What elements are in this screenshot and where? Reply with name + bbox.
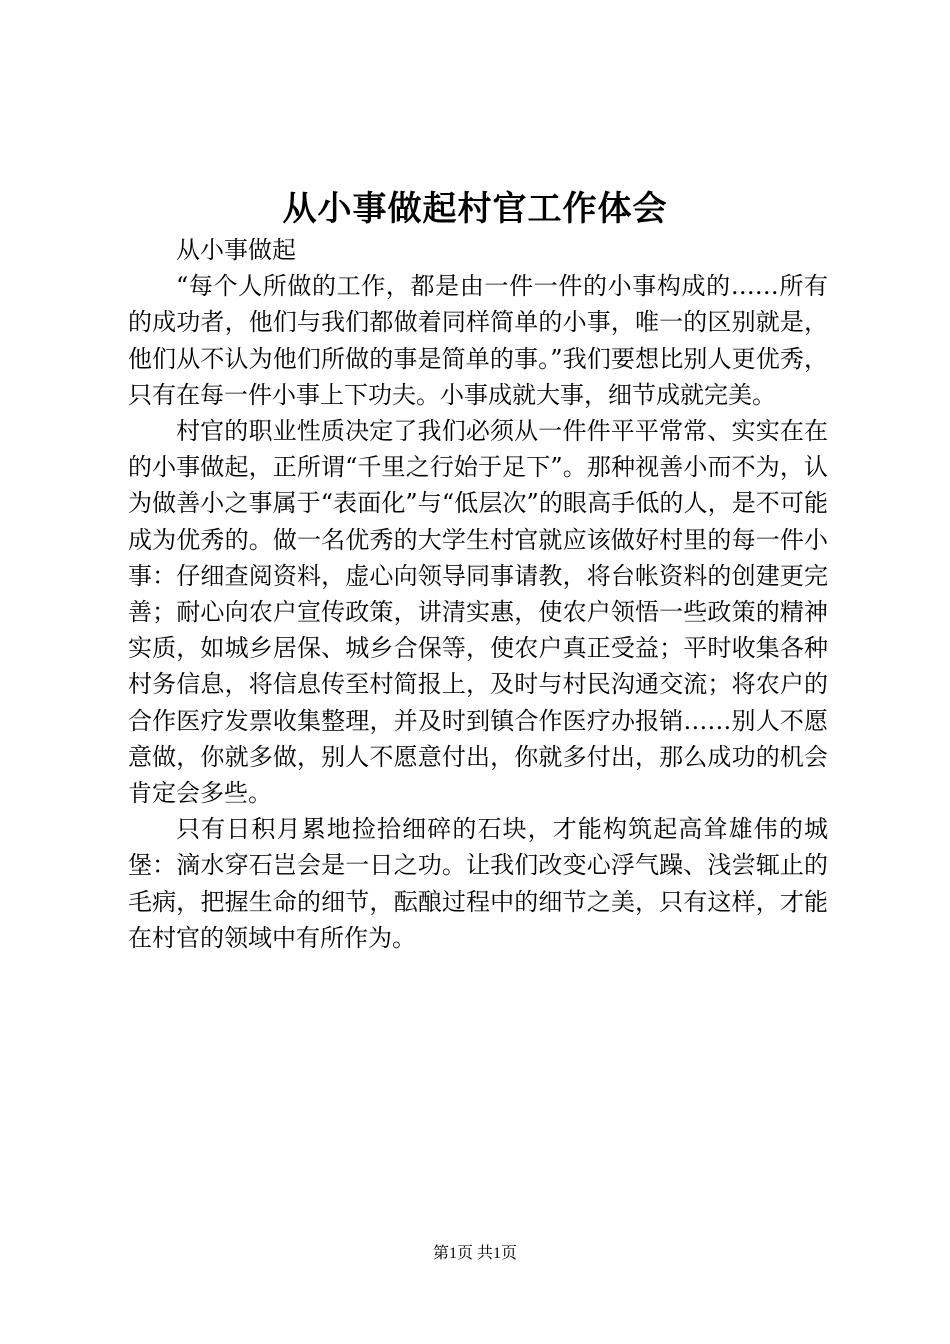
paragraph: “每个人所做的工作，都是由一件一件的小事构成的……所有的成功者，他们与我们都做着同样简单的小事，唯一的区别就是，他们从不认为他们所做的事是简单的事。”我们要想比别人更优秀，只有在每一件小事上下功夫。小事成就大事，细节成就完美。 bbox=[128, 272, 828, 409]
document-body bbox=[128, 232, 828, 956]
paragraph-heading: 从小事做起 bbox=[176, 236, 296, 264]
paragraph: 只有日积月累地捡拾细碎的石块，才能构筑起高耸雄伟的城堡：滴水穿石岂会是一日之功。让我们改变心浮气躁、浅尝辄止的毛病，把握生命的细节，酝酿过程中的细节之美，只有这样，才能在村官的领域中有所作为。 bbox=[128, 815, 828, 952]
page-number-footer: 第1页 共1页 bbox=[432, 1245, 517, 1262]
document-title: 从小事做起村官工作体会 bbox=[282, 189, 668, 229]
paragraph: 村官的职业性质决定了我们必须从一件件平平常常、实实在在的小事做起，正所谓“千里之行始于足下”。那种视善小而不为，认为做善小之事属于“表面化”与“低层次”的眼高手低的人，是不可能成为优秀的。做一名优秀的大学生村官就应该做好村里的每一件小事：仔细查阅资料，虚心向领导同事请教，将台帐资料的创建更完善；耐心向农户宣传政策，讲清实惠，使农户领悟一些政策的精神实质，如城乡居保、城乡合保等，使农户真正受益；平时收集各种村务信息，将信息传至村简报上，及时与村民沟通交流；将农户的合作医疗发票收集整理，并及时到镇合作医疗办报销……别人不愿意做，你就多做，别人不愿意付出，你就多付出，那么成功的机会肯定会多些。 bbox=[128, 417, 828, 808]
